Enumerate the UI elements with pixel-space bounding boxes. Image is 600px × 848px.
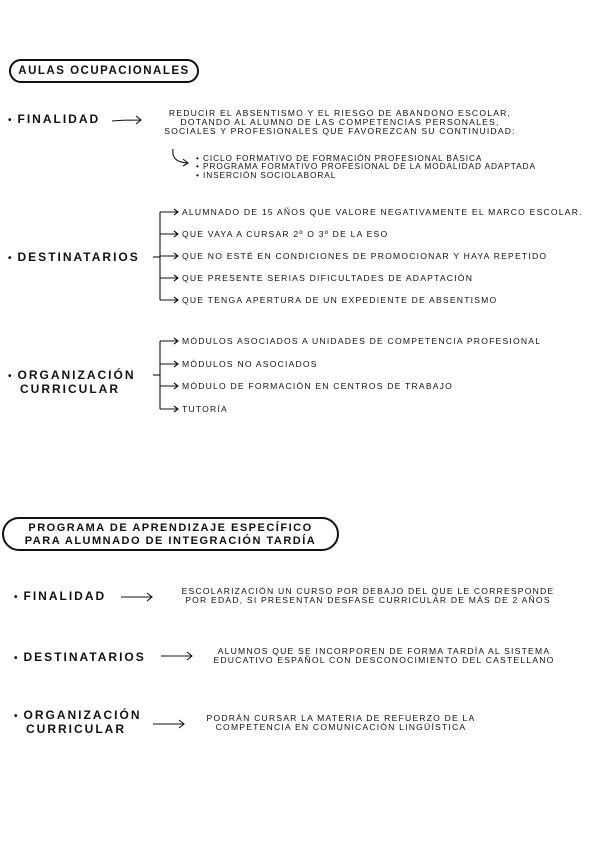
s1-finalidad-text: REDUCIR EL ABSENTISMO Y EL RIESGO DE ABANDONO ESCOLAR, DOTANDO AL ALUMNO DE LAS COMPETENCIAS PERSONALES, SOCIALES Y PROFESIONALES QUE FAVOREZCAN SU CONTINUIDAD: xyxy=(164,108,516,136)
s2-destinatarios-label: • DESTINATARIOS xyxy=(14,650,146,664)
s1-finalidad-label: • FINALIDAD xyxy=(8,112,101,126)
s1-destinatarios-label: • DESTINATARIOS xyxy=(8,250,140,264)
arrow-icon xyxy=(111,115,143,125)
s1-destinatario-item: ALUMNADO DE 15 AÑOS QUE VALORE NEGATIVAMENTE EL MARCO ESCOLAR. xyxy=(182,207,583,217)
s1-finalidad-options xyxy=(196,154,536,179)
s1-organizacion-item: TUTORÍA xyxy=(182,404,228,414)
s2-destinatarios-text: ALUMNOS QUE SE INCORPOREN DE FORMA TARDÍA AL SISTEMA EDUCATIVO ESPAÑOL CON DESCONOCIMIENTO DEL CASTELLANO xyxy=(213,646,555,665)
s2-organizacion-label: • ORGANIZACIÓN CURRICULAR xyxy=(14,708,142,736)
arrow-icon xyxy=(160,651,194,661)
list-item: • CICLO FORMATIVO DE FORMACIÓN PROFESIONAL BÁSICA xyxy=(196,154,536,162)
arrow-icon xyxy=(120,592,154,602)
s1-organizacion-item: MÓDULO DE FORMACIÓN EN CENTROS DE TRABAJO xyxy=(182,381,454,391)
arrow-icon xyxy=(152,719,186,729)
s1-destinatario-item: QUE PRESENTE SERIAS DIFICULTADES DE ADAPTACIÓN xyxy=(182,273,474,283)
s2-organizacion-text: PODRÁN CURSAR LA MATERIA DE REFUERZO DE LA COMPETENCIA EN COMUNICACIÓN LINGÜÍSTICA xyxy=(206,713,476,732)
section2-title: PROGRAMA DE APRENDIZAJE ESPECÍFICO PARA ALUMNADO DE INTEGRACIÓN TARDÍA xyxy=(2,517,339,551)
s2-finalidad-text: ESCOLARIZACIÓN UN CURSO POR DEBAJO DEL QUE LE CORRESPONDE POR EDAD, SI PRESENTAN DESFASE CURRICULAR DE MÁS DE 2 AÑOS xyxy=(181,586,555,605)
s1-destinatario-item: QUE VAYA A CURSAR 2º O 3º DE LA ESO xyxy=(182,229,389,239)
list-item: • INSERCIÓN SOCIOLABORAL xyxy=(196,171,536,179)
bracket-arrows-icon xyxy=(150,337,180,413)
s1-destinatario-item: QUE NO ESTÉ EN CONDICIONES DE PROMOCIONAR Y HAYA REPETIDO xyxy=(182,251,548,261)
curved-arrow-icon xyxy=(170,148,192,168)
s1-organizacion-item: MÓDULOS ASOCIADOS A UNIDADES DE COMPETENCIA PROFESIONAL xyxy=(182,336,542,346)
s1-organizacion-label: • ORGANIZACIÓN CURRICULAR xyxy=(8,368,136,396)
s2-finalidad-label: • FINALIDAD xyxy=(14,589,107,603)
bracket-arrows-icon xyxy=(150,208,180,304)
s1-destinatario-item: QUE TENGA APERTURA DE UN EXPEDIENTE DE ABSENTISMO xyxy=(182,295,498,305)
section1-title: AULAS OCUPACIONALES xyxy=(9,59,199,83)
list-item: • PROGRAMA FORMATIVO PROFESIONAL DE LA MODALIDAD ADAPTADA xyxy=(196,162,536,170)
s1-organizacion-item: MÓDULOS NO ASOCIADOS xyxy=(182,359,318,369)
